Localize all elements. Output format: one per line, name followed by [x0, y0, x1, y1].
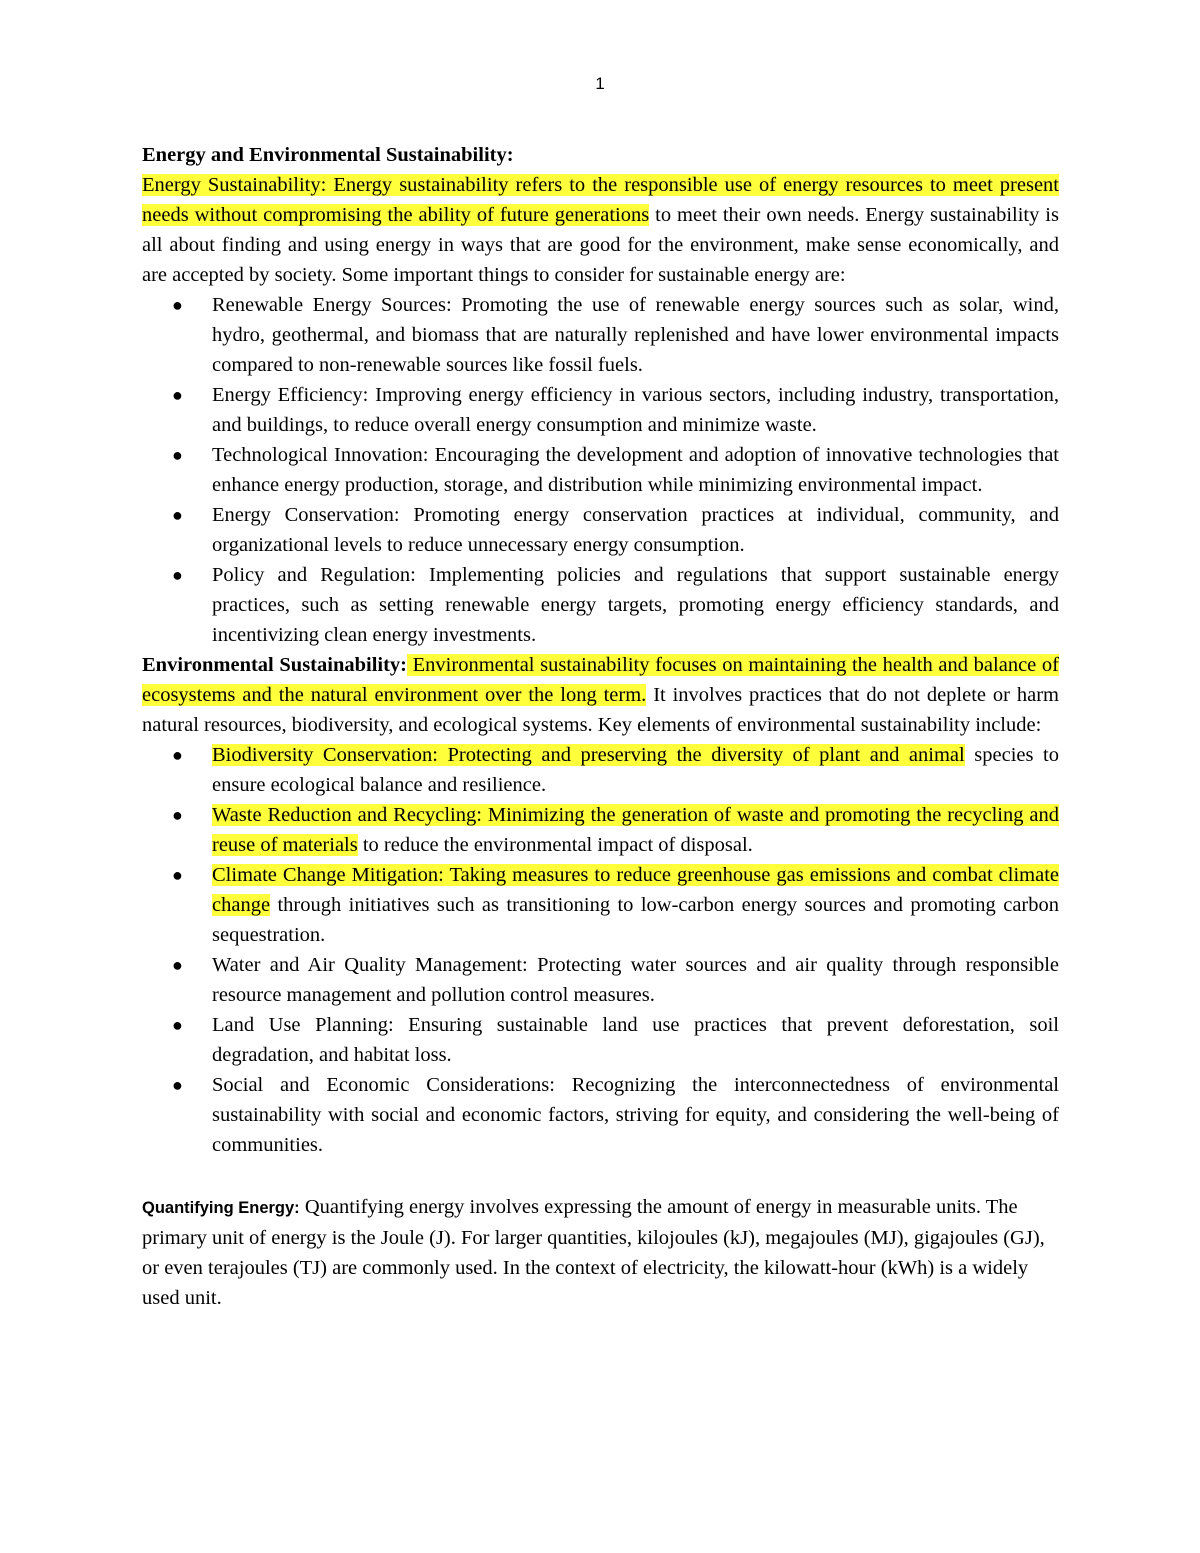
- energy-sustainability-paragraph: [142, 170, 1059, 290]
- bullet-icon: ●: [172, 865, 183, 885]
- list-item-highlight: Waste Reduction and Recycling: Minimizing the generation of waste and promoting the recycling and reuse of materials: [212, 804, 1059, 856]
- list-item: [142, 740, 1059, 800]
- energy-label: Energy Sustainability:: [142, 174, 327, 196]
- quantifying-energy-paragraph: [142, 1192, 1059, 1313]
- list-item: [142, 500, 1059, 560]
- quantifying-label: Quantifying Energy:: [142, 1199, 300, 1217]
- list-item-text: Social and Economic Considerations: Recognizing the interconnectedness of environmental sustainability with social and economic factors, striving for equity, and considering the well-being of communities.: [212, 1074, 1059, 1156]
- quantifying-text: Quantifying energy involves expressing the amount of energy in measurable units. The primary unit of energy is the Joule (J). For larger quantities, kilojoules (kJ), megajoules (MJ), gigajoules (GJ), or even terajoules (TJ) are commonly used. In the context of electricity, the kilowatt-hour (kWh) is a widely used unit.: [142, 1196, 1045, 1309]
- environmental-highlight: Environmental sustainability focuses on maintaining the health and balance of ecosystems and the natural environment over the long term.: [142, 654, 1059, 706]
- list-item: [142, 440, 1059, 500]
- list-item: [142, 290, 1059, 380]
- energy-text: to meet their own needs. Energy sustainability is all about finding and using energy in ways that are good for the environment, make sense economically, and are accepted by society. Some important things to consider for sustainable energy are:: [142, 204, 1059, 286]
- bullet-icon: ●: [172, 505, 183, 525]
- list-item-text: Energy Efficiency: Improving energy efficiency in various sectors, including industry, transportation, and buildings, to reduce overall energy consumption and minimize waste.: [212, 384, 1059, 436]
- environmental-text: It involves practices that do not deplete or harm natural resources, biodiversity, and ecological systems. Key elements of environmental sustainability include:: [142, 684, 1059, 736]
- list-item-highlight: Biodiversity Conservation: Protecting and preserving the diversity of plant and animal: [212, 744, 965, 766]
- list-item-text: Technological Innovation: Encouraging the development and adoption of innovative technologies that enhance energy production, storage, and distribution while minimizing environmental impact.: [212, 444, 1059, 496]
- list-item-text: Energy Conservation: Promoting energy conservation practices at individual, community, and organizational levels to reduce unnecessary energy consumption.: [212, 504, 1059, 556]
- document-title: Energy and Environmental Sustainability:: [142, 144, 514, 166]
- page-number: 1: [595, 74, 605, 93]
- list-item: [142, 560, 1059, 650]
- list-item-text: through initiatives such as transitioning to low-carbon energy sources and promoting carbon sequestration.: [212, 894, 1059, 946]
- list-item-text: Renewable Energy Sources: Promoting the use of renewable energy sources such as solar, wind, hydro, geothermal, and biomass that are naturally replenished and have lower environmental impacts compared to non-renewable sources like fossil fuels.: [212, 294, 1059, 376]
- bullet-icon: ●: [172, 805, 183, 825]
- list-item-text: species to ensure ecological balance and resilience.: [212, 744, 1059, 796]
- list-item: [142, 1010, 1059, 1070]
- energy-list: [142, 290, 1059, 650]
- bullet-icon: ●: [172, 385, 183, 405]
- list-item: [142, 860, 1059, 950]
- energy-highlight: Energy sustainability refers to the responsible use of energy resources to meet present needs without compromising the ability of future generations: [142, 174, 1059, 226]
- list-item: [142, 380, 1059, 440]
- bullet-icon: ●: [172, 295, 183, 315]
- page-content: [142, 140, 1059, 1313]
- list-item-text: to reduce the environmental impact of disposal.: [357, 834, 753, 856]
- bullet-icon: ●: [172, 955, 183, 975]
- bullet-icon: ●: [172, 565, 183, 585]
- environmental-label: Environmental Sustainability:: [142, 654, 407, 676]
- list-item: [142, 1070, 1059, 1160]
- bullet-icon: ●: [172, 1015, 183, 1035]
- environmental-list: [142, 740, 1059, 1160]
- bullet-icon: ●: [172, 1075, 183, 1095]
- list-item-text: Water and Air Quality Management: Protecting water sources and air quality through responsible resource management and pollution control measures.: [212, 954, 1059, 1006]
- list-item-highlight: Climate Change Mitigation: Taking measures to reduce greenhouse gas emissions and combat climate change: [212, 864, 1059, 916]
- paragraph-spacer: [142, 1160, 1059, 1192]
- list-item-text: Land Use Planning: Ensuring sustainable land use practices that prevent deforestation, soil degradation, and habitat loss.: [212, 1014, 1059, 1066]
- bullet-icon: ●: [172, 745, 183, 765]
- list-item: [142, 950, 1059, 1010]
- list-item-text: Policy and Regulation: Implementing policies and regulations that support sustainable energy practices, such as setting renewable energy targets, promoting energy efficiency standards, and incentivizing clean energy investments.: [212, 564, 1059, 646]
- environmental-sustainability-paragraph: [142, 650, 1059, 740]
- list-item: [142, 800, 1059, 860]
- bullet-icon: ●: [172, 445, 183, 465]
